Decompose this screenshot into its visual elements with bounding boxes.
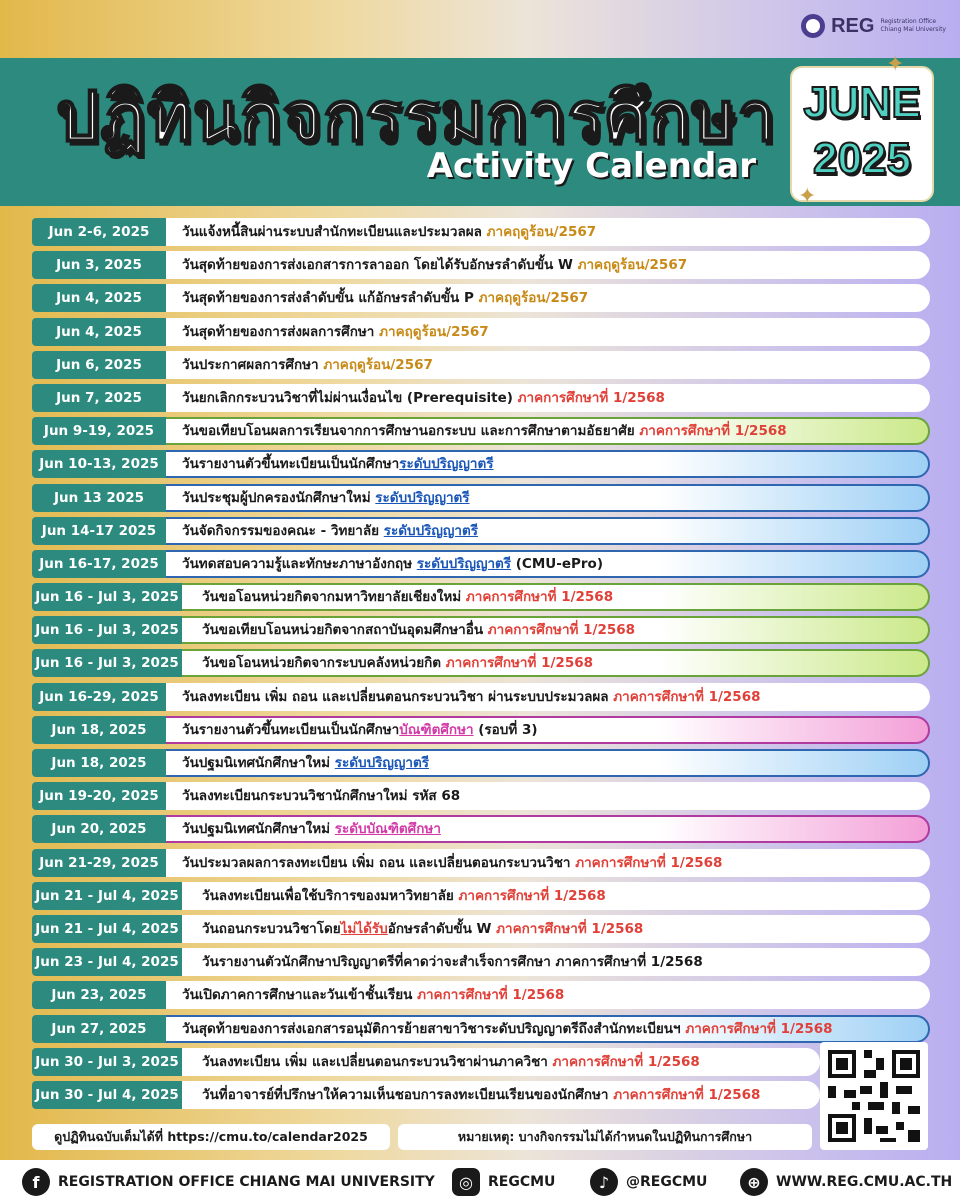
event-description: วันรายงานตัวนักศึกษาปริญญาตรีที่คาดว่าจะสำเร็จการศึกษา ภาคการศึกษาที่ 1/2568 — [202, 954, 703, 971]
tiktok-icon: ♪ — [590, 1168, 618, 1196]
event-highlight: ภาคการศึกษาที่ 1/2568 — [487, 622, 636, 639]
event-row — [32, 649, 930, 677]
event-date: Jun 9-19, 2025 — [32, 417, 166, 445]
event-highlight: ไม่ได้รับ — [340, 920, 388, 937]
event-highlight: ภาคการศึกษาที่ 1/2568 — [613, 1086, 761, 1103]
event-highlight: ภาคฤดูร้อน/2567 — [486, 224, 597, 240]
event-row — [32, 782, 930, 810]
facebook-link[interactable] — [22, 1168, 435, 1196]
event-description: วันขอเทียบโอนผลการเรียนจากการศึกษานอกระบบ และการศึกษาตามอัธยาศัย — [182, 423, 640, 440]
event-text — [182, 849, 722, 877]
qr-code[interactable] — [820, 1042, 928, 1150]
event-date: Jun 4, 2025 — [32, 318, 166, 346]
event-date: Jun 16-29, 2025 — [32, 683, 166, 711]
website-link[interactable] — [740, 1168, 952, 1196]
cmu-seal-icon — [801, 14, 825, 38]
event-highlight: ระดับปริญญาตรี — [416, 555, 512, 572]
event-text — [182, 981, 564, 1009]
event-description: วันปฐมนิเทศนักศึกษาใหม่ — [182, 755, 335, 771]
full-calendar-link[interactable]: ดูปฏิทินฉบับเต็มได้ที่ https://cmu.to/calendar2025 — [32, 1124, 390, 1150]
event-date: Jun 16 - Jul 3, 2025 — [32, 583, 182, 611]
event-highlight: ภาคการศึกษาที่ 1/2568 — [465, 589, 614, 606]
event-highlight: ระดับปริญญาตรี — [383, 522, 479, 539]
event-date: Jun 18, 2025 — [32, 716, 166, 744]
event-row — [32, 815, 930, 843]
event-list — [32, 218, 930, 1114]
instagram-link[interactable] — [452, 1168, 555, 1196]
event-date: Jun 21 - Jul 4, 2025 — [32, 882, 182, 910]
event-date: Jun 30 - Jul 4, 2025 — [32, 1081, 182, 1109]
event-highlight: ภาคการศึกษาที่ 1/2568 — [639, 423, 787, 440]
event-text — [182, 1015, 833, 1043]
sparkle-icon: ✦ — [798, 184, 817, 209]
event-pill — [32, 815, 930, 843]
event-row — [32, 1015, 930, 1043]
event-description: วันสุดท้ายของการส่งเอกสารการลาออก โดยได้รับอักษรลำดับขั้น W — [182, 257, 578, 274]
event-description: วันขอเทียบโอนหน่วยกิตจากสถาบันอุดมศึกษาอื่น — [202, 622, 488, 639]
event-row — [32, 550, 930, 578]
event-date: Jun 21 - Jul 4, 2025 — [32, 915, 182, 943]
event-date: Jun 4, 2025 — [32, 284, 166, 312]
event-highlight: ภาคการศึกษาที่ 1/2568 — [552, 1053, 700, 1070]
event-description: วันลงทะเบียนเพื่อใช้บริการของมหาวิทยาลัย — [202, 887, 459, 904]
event-description: วันถอนกระบวนวิชาโดย — [202, 920, 341, 937]
event-date: Jun 13 2025 — [32, 484, 166, 512]
event-highlight: ภาคการศึกษาที่ 1/2568 — [517, 389, 665, 406]
event-text — [182, 351, 433, 379]
event-pill — [32, 517, 930, 545]
facebook-icon: f — [22, 1168, 50, 1196]
event-date: Jun 7, 2025 — [32, 384, 166, 412]
event-description: วันยกเลิกกระบวนวิชาที่ไม่ผ่านเงื่อนไข (Prerequisite) — [182, 389, 518, 406]
event-row — [32, 450, 930, 478]
event-row — [32, 849, 930, 877]
sparkle-icon: ✦ — [886, 52, 905, 77]
tiktok-link[interactable] — [590, 1168, 707, 1196]
remark-note: หมายเหตุ: บางกิจกรรมไม่ได้กำหนดในปฏิทินการศึกษา — [398, 1124, 812, 1150]
event-highlight: บัณฑิตศึกษา — [399, 721, 474, 738]
event-date: Jun 30 - Jul 3, 2025 — [32, 1048, 182, 1076]
event-row — [32, 484, 930, 512]
event-description: วันรายงานตัวขึ้นทะเบียนเป็นนักศึกษา — [182, 456, 400, 473]
instagram-label: REGCMU — [488, 1174, 556, 1190]
event-description: วันประกาศผลการศึกษา — [182, 356, 324, 373]
event-text — [202, 583, 613, 611]
event-text — [202, 948, 703, 976]
event-description: วันที่อาจารย์ที่ปรึกษาให้ความเห็นชอบการลงทะเบียนเรียนของนักศึกษา — [202, 1086, 614, 1103]
event-date: Jun 6, 2025 — [32, 351, 166, 379]
logo-text: REG — [831, 14, 875, 37]
globe-icon: ⊕ — [740, 1168, 768, 1196]
event-text — [182, 517, 478, 545]
event-highlight: ภาคการศึกษาที่ 1/2568 — [575, 854, 723, 871]
website-label: WWW.REG.CMU.AC.TH — [776, 1174, 953, 1190]
event-highlight: ภาคการศึกษาที่ 1/2568 — [458, 887, 606, 904]
event-description: วันประมวลผลการลงทะเบียน เพิ่ม ถอน และเปลี่ยนตอนกระบวนวิชา — [182, 854, 576, 871]
event-row — [32, 284, 930, 312]
event-highlight: ภาคฤดูร้อน/2567 — [323, 356, 433, 373]
event-text — [182, 284, 588, 312]
event-row — [32, 517, 930, 545]
event-date: Jun 16 - Jul 3, 2025 — [32, 616, 182, 644]
page-title-thai: ปฏิทินกิจกรรมการศึกษา — [56, 78, 777, 157]
event-highlight: ภาคการศึกษาที่ 1/2568 — [613, 688, 761, 705]
event-row — [32, 251, 930, 279]
event-pill — [32, 782, 930, 810]
event-date: Jun 3, 2025 — [32, 251, 166, 279]
event-text — [182, 417, 787, 445]
facebook-label: REGISTRATION OFFICE CHIANG MAI UNIVERSITY — [58, 1174, 435, 1190]
event-row — [32, 981, 930, 1009]
page-title-english: Activity Calendar — [426, 146, 756, 186]
footer-bar — [0, 1160, 960, 1200]
event-row — [32, 1081, 930, 1109]
event-date: Jun 21-29, 2025 — [32, 849, 166, 877]
event-text — [182, 384, 665, 412]
event-text — [202, 1081, 760, 1109]
event-date: Jun 10-13, 2025 — [32, 450, 166, 478]
event-text — [202, 882, 606, 910]
event-highlight: ภาคการศึกษาที่ 1/2568 — [685, 1020, 833, 1037]
event-row — [32, 683, 930, 711]
event-row — [32, 616, 930, 644]
event-date: Jun 18, 2025 — [32, 749, 166, 777]
event-text — [182, 450, 494, 478]
logo-sub-1: Registration Office — [880, 18, 937, 25]
event-text — [202, 915, 643, 943]
month-badge — [790, 66, 934, 202]
event-description: วันสุดท้ายของการส่งเอกสารอนุมัติการย้ายสาขาวิชาระดับปริญญาตรีถึงสำนักทะเบียนฯ — [182, 1020, 686, 1037]
tiktok-label: @REGCMU — [626, 1174, 708, 1190]
event-date: Jun 19-20, 2025 — [32, 782, 166, 810]
event-row — [32, 218, 930, 246]
event-date: Jun 27, 2025 — [32, 1015, 166, 1043]
event-pill — [32, 351, 930, 379]
event-row — [32, 915, 930, 943]
reg-logo — [801, 14, 946, 38]
event-highlight: ระดับปริญญาตรี — [334, 755, 430, 771]
event-row — [32, 716, 930, 744]
event-text — [182, 218, 596, 246]
event-row — [32, 318, 930, 346]
event-highlight: ภาคการศึกษาที่ 1/2568 — [417, 987, 565, 1004]
event-description: วันขอโอนหน่วยกิตจากมหาวิทยาลัยเชียงใหม่ — [202, 589, 466, 606]
event-description: วันสุดท้ายของการส่งลำดับขั้น แก้อักษรลำดับขั้น P — [182, 290, 479, 307]
event-date: Jun 16-17, 2025 — [32, 550, 166, 578]
event-date: Jun 23, 2025 — [32, 981, 166, 1009]
event-description: วันรายงานตัวขึ้นทะเบียนเป็นนักศึกษา — [182, 721, 400, 738]
event-description: วันลงทะเบียน เพิ่ม และเปลี่ยนตอนกระบวนวิชาผ่านภาควิชา — [202, 1053, 553, 1070]
event-tail: (CMU-ePro) — [511, 555, 603, 572]
event-row — [32, 882, 930, 910]
event-date: Jun 2-6, 2025 — [32, 218, 166, 246]
event-text — [182, 318, 489, 346]
event-text — [182, 251, 687, 279]
event-highlight: ภาคฤดูร้อน/2567 — [478, 290, 589, 307]
event-description: วันจัดกิจกรรมของคณะ - วิทยาลัย — [182, 522, 384, 539]
event-description: วันประชุมผู้ปกครองนักศึกษาใหม่ — [182, 489, 376, 506]
event-row — [32, 1048, 930, 1076]
event-tail: อักษรลำดับขั้น W — [387, 920, 497, 937]
event-text — [182, 683, 760, 711]
event-highlight: ระดับปริญญาตรี — [375, 489, 470, 506]
event-row — [32, 749, 930, 777]
event-description: วันลงทะเบียนกระบวนวิชานักศึกษาใหม่ รหัส 68 — [182, 788, 461, 805]
event-date: Jun 14-17 2025 — [32, 517, 166, 545]
event-row — [32, 948, 930, 976]
event-description: วันทดสอบความรู้และทักษะภาษาอังกฤษ — [182, 555, 417, 572]
event-date: Jun 23 - Jul 4, 2025 — [32, 948, 182, 976]
event-highlight: ภาคฤดูร้อน/2567 — [577, 257, 688, 274]
event-description: วันเปิดภาคการศึกษาและวันเข้าชั้นเรียน — [182, 987, 418, 1004]
event-description: วันสุดท้ายของการส่งผลการศึกษา — [182, 323, 380, 340]
event-row — [32, 384, 930, 412]
event-description: วันขอโอนหน่วยกิตจากระบบคลังหน่วยกิต — [202, 655, 446, 672]
event-highlight: ระดับบัณฑิตศึกษา — [334, 821, 441, 838]
logo-sub-2: Chiang Mai University — [880, 26, 946, 33]
event-text — [182, 782, 460, 810]
event-description: วันปฐมนิเทศนักศึกษาใหม่ — [182, 821, 335, 838]
month-label: JUNE — [803, 78, 921, 127]
event-highlight: ระดับปริญญาตรี — [399, 456, 494, 473]
event-row — [32, 351, 930, 379]
event-text — [202, 649, 593, 677]
event-pill — [32, 484, 930, 512]
instagram-icon: ◎ — [452, 1168, 480, 1196]
event-tail: (รอบที่ 3) — [473, 721, 538, 738]
event-date: Jun 16 - Jul 3, 2025 — [32, 649, 182, 677]
event-text — [182, 484, 470, 512]
event-pill — [32, 749, 930, 777]
event-row — [32, 583, 930, 611]
event-text — [202, 616, 635, 644]
qr-code-icon — [820, 1042, 928, 1150]
event-date: Jun 20, 2025 — [32, 815, 166, 843]
event-description: วันลงทะเบียน เพิ่ม ถอน และเปลี่ยนตอนกระบวนวิชา ผ่านระบบประมวลผล — [182, 688, 614, 705]
year-label: 2025 — [813, 134, 911, 183]
event-text — [182, 550, 603, 578]
event-highlight-2: ภาคการศึกษาที่ 1/2568 — [496, 920, 644, 937]
event-description: วันแจ้งหนี้สินผ่านระบบสำนักทะเบียนและประมวลผล — [182, 224, 487, 240]
event-text — [202, 1048, 700, 1076]
event-highlight: ภาคฤดูร้อน/2567 — [379, 323, 489, 340]
event-row — [32, 417, 930, 445]
event-text — [182, 716, 538, 744]
event-text — [182, 749, 429, 777]
event-text — [182, 815, 441, 843]
event-highlight: ภาคการศึกษาที่ 1/2568 — [445, 655, 593, 672]
